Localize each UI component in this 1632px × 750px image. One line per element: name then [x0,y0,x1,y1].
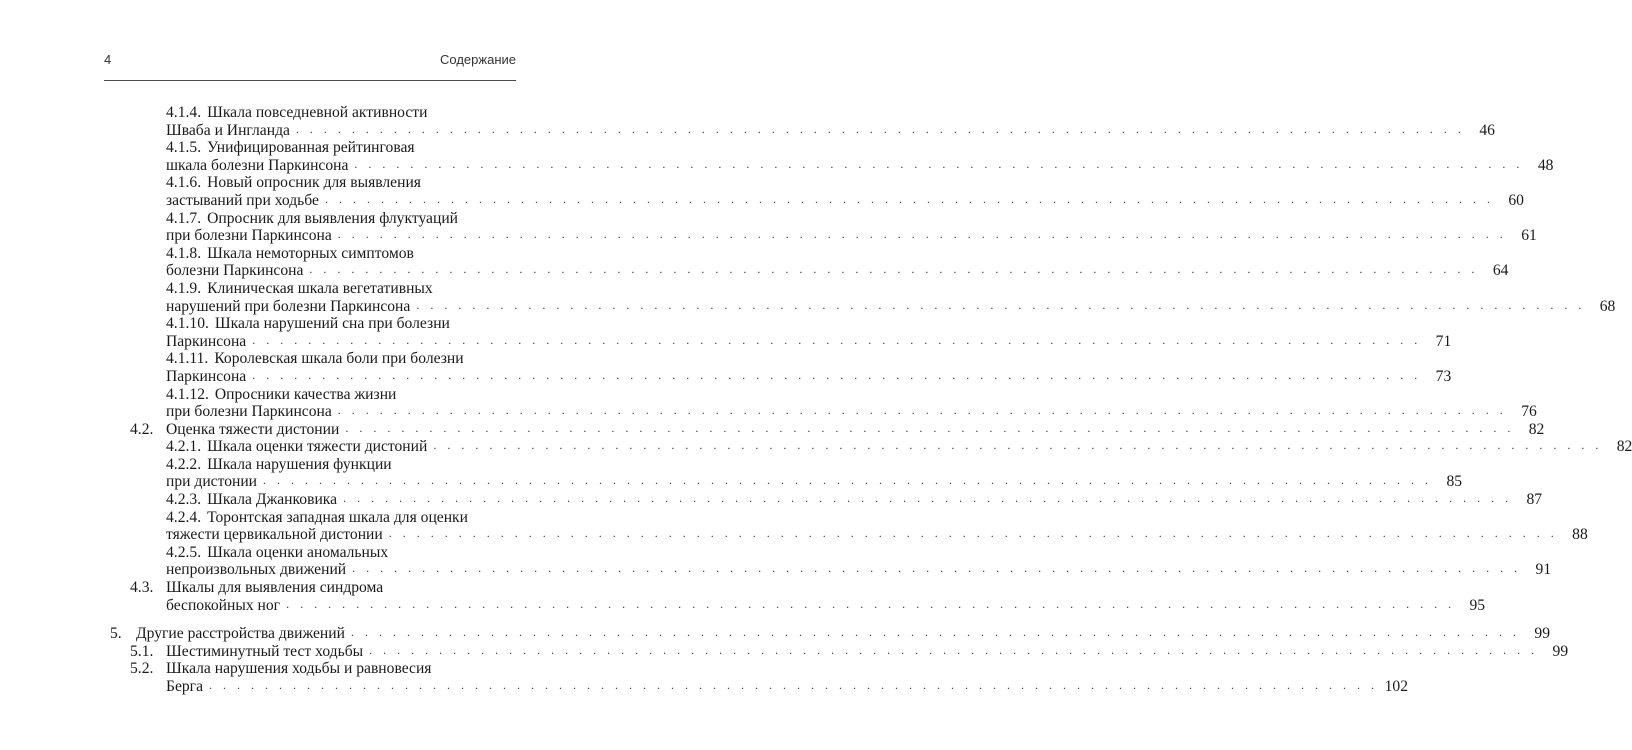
toc-page-number: 88 [1572,526,1588,544]
toc-line [110,245,516,263]
toc-line [110,438,1632,456]
toc-entry [110,543,1552,579]
toc-entry-title: болезни Паркинсона [166,262,304,280]
toc-entry [110,104,1495,139]
toc-entry-title: при дистонии [166,473,258,491]
dot-leader [369,642,1538,660]
toc-line [110,386,516,404]
toc-line [110,473,1463,491]
toc-entry-title: застываний при ходьбе [166,191,319,209]
dot-leader [416,297,1585,315]
toc-entry-title: при болезни Паркинсона [166,227,332,245]
toc-line [110,456,516,474]
dot-leader [338,226,1507,244]
toc-entry-title: при болезни Паркинсона [166,403,332,421]
toc-entry-title: Клиническая шкала вегетативных [207,279,433,297]
page-number: 4 [104,52,112,67]
toc-line [110,227,1537,245]
toc-page-number: 46 [1479,121,1495,139]
toc-entry-number: 4.1.11. [166,350,209,368]
toc-entry-number: 4.1.5. [166,139,202,157]
toc-entry-title: Шкала немоторных симптомов [207,244,414,262]
toc-entry-number: 4.2.2. [166,455,202,473]
toc-entry [110,350,1452,385]
dot-leader [263,472,1432,490]
dot-leader [345,420,1514,438]
toc-page-number: 60 [1508,191,1524,209]
toc-line [110,642,1569,661]
toc-line [110,174,516,192]
toc-page-number: 82 [1616,438,1632,456]
toc-line [110,544,516,562]
toc-page-number: 85 [1446,473,1463,491]
toc-line [110,350,516,368]
toc-entry-title: Шестиминутный тест ходьбы [166,642,364,660]
header-rule [104,80,516,81]
table-of-contents [110,104,1632,696]
toc-page-number: 64 [1492,262,1509,280]
toc-entry [110,491,1543,509]
toc-entry [110,642,1569,661]
toc-entry [110,420,1545,439]
toc-line [110,297,1616,316]
dot-leader [343,490,1512,508]
dot-leader [352,560,1521,578]
page-header [104,52,516,74]
toc-line [110,509,516,527]
toc-entry [110,244,1509,280]
dot-leader [354,156,1523,174]
toc-line [110,262,1509,280]
dot-leader [252,367,1421,385]
toc-entry-title: Другие расстройства движений [136,625,345,643]
toc-page-number: 48 [1537,156,1554,174]
toc-entry-number: 5. [110,625,122,643]
toc-entry-title: Унифицированная рейтинговая [207,139,415,157]
toc-line [110,625,1550,643]
toc-line [110,367,1452,386]
toc-entry-number: 4.2. [130,420,154,438]
toc-line [110,403,1537,421]
toc-entry-title: Шкала нарушений сна при болезни [214,315,450,333]
toc-page-number: 71 [1435,332,1452,350]
toc-line [110,526,1588,544]
toc-entry [110,438,1632,456]
toc-line [110,139,516,157]
toc-entry-title: Шкала Джанковика [207,491,338,509]
toc-line [110,561,1552,579]
toc-line [110,156,1554,175]
toc-line [110,210,516,228]
toc-line [110,660,516,678]
dot-leader [296,121,1465,139]
toc-entry-number: 4.1.9. [166,279,202,297]
dot-leader [252,332,1421,350]
toc-entry-number: 4.2.1. [166,438,202,456]
toc-entry-number: 4.2.3. [166,491,202,509]
running-title: Содержание [440,52,516,67]
dot-leader [286,596,1455,614]
dot-leader [351,624,1520,642]
toc-entry-number: 4.1.10. [166,315,209,333]
toc-entry [110,625,1550,643]
toc-entry-title: тяжести цервикальной дистонии [166,526,383,544]
toc-entry-title: Шкала оценки аномальных [207,543,389,561]
toc-entry-title: нарушений при болезни Паркинсона [166,297,411,315]
toc-page-number: 102 [1384,678,1408,695]
toc-entry [110,139,1554,174]
toc-entry [110,508,1588,544]
dot-leader [325,191,1494,209]
toc-entry [110,279,1616,315]
toc-entry-title: Шкала нарушения ходьбы и равновесия [166,660,432,678]
toc-page-number: 95 [1469,596,1486,614]
toc-entry-number: 4.2.4. [166,508,202,526]
toc-line [110,678,1408,696]
toc-entry-title: Шкалы для выявления синдрома [166,579,384,597]
toc-entry-title: Королевская шкала боли при болезни [214,350,464,368]
toc-entry-title: Шваба и Ингланда [166,121,290,139]
toc-entry-number: 4.1.6. [166,174,202,192]
toc-entry [110,209,1537,245]
toc-line [110,121,1495,140]
toc-entry-title: беспокойных ног [166,596,281,614]
toc-entry-number: 4.3. [130,579,154,597]
toc-line [110,491,1543,509]
toc-entry-title: Паркинсона [166,332,247,350]
toc-entry-number: 4.1.4. [166,104,202,121]
toc-page-number: 82 [1528,420,1545,438]
dot-leader [209,677,1378,695]
toc-page-number: 76 [1521,403,1537,421]
toc-page-number: 87 [1526,491,1543,509]
toc-entry-title: Новый опросник для выявления [207,174,421,192]
toc-entry-title: непроизвольных движений [166,561,347,579]
toc-entry-title: Паркинсона [166,367,247,385]
toc-entry-number: 4.1.7. [166,209,202,227]
toc-entry-title: Шкала нарушения функции [207,455,392,473]
toc-line [110,104,516,122]
toc-entry-title: Опросник для выявления флуктуаций [207,209,459,227]
toc-entry-title: Шкала оценки тяжести дистоний [207,438,428,456]
toc-line [110,191,1524,210]
toc-page-number: 61 [1521,227,1537,245]
toc-entry-title: шкала болезни Паркинсона [166,156,349,174]
toc-page-number: 99 [1552,642,1569,660]
toc-entry [110,579,1486,614]
toc-entry [110,385,1537,421]
dot-leader [338,402,1507,420]
toc-entry-title: Берга [166,678,203,695]
dot-leader [389,525,1558,543]
toc-line [110,280,516,298]
toc-line [110,579,516,597]
toc-entry [110,174,1524,209]
toc-entry-title: Оценка тяжести дистонии [166,420,340,438]
toc-entry [110,660,1408,695]
toc-entry-number: 4.1.12. [166,385,209,403]
dot-leader [309,261,1478,279]
toc-entry [110,455,1463,491]
toc-page-number: 99 [1534,625,1550,643]
dot-leader [433,437,1602,455]
toc-page-number: 91 [1535,561,1552,579]
toc-entry-number: 4.2.5. [166,543,202,561]
toc-entry [110,315,1452,350]
toc-page-number: 73 [1435,367,1452,385]
toc-entry-title: Шкала повседневной активности [207,104,428,121]
toc-line [110,315,516,333]
toc-page-number: 68 [1599,297,1616,315]
toc-entry-title: Опросники качества жизни [214,385,397,403]
toc-entry-number: 4.1.8. [166,244,202,262]
toc-line [110,332,1452,351]
toc-line [110,596,1486,615]
toc-entry-number: 5.1. [130,642,154,660]
toc-entry-title: Торонтская западная шкала для оценки [207,508,468,526]
toc-line [110,420,1545,439]
toc-entry-number: 5.2. [130,660,154,678]
